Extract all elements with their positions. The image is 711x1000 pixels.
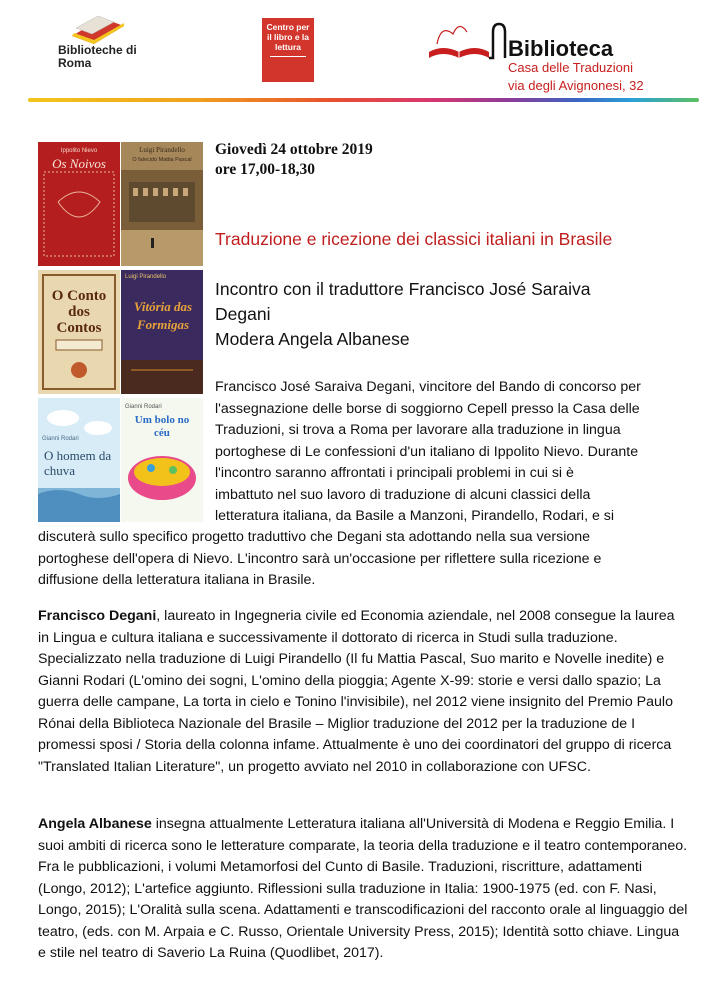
intro-line: diffusione della letteratura italiana in Brasile. [38,572,316,588]
intro-line: l'incontro saranno affrontati i principali problemi in cui si è [215,465,574,481]
book-title: Um bolo no céu [134,414,190,439]
book-author: Ippolito Nievo [60,148,98,154]
event-date: Giovedì 24 ottobre 2019 [215,141,373,158]
book-author: Gianni Rodari [125,404,162,410]
open-book-icon [423,14,513,74]
intro-paragraph-part-a [215,377,685,528]
book-cover-mattia-pascal [121,142,203,266]
degani-bio-paragraph [38,606,688,778]
logo-right-title: Biblioteca [508,36,614,61]
book-cover-conto-dos-contos [38,270,120,394]
book-cover-homem-da-chuva [38,398,120,522]
header-rainbow-divider [28,98,699,102]
book-cover-bolo-no-ceu [121,398,203,522]
intro-line: Traduzioni, si trova a Roma per lavorare alla traduzione in lingua [215,422,621,438]
event-datetime [215,140,373,180]
intro-line: discuterà sullo specifico progetto traduttivo che Degani sta adottando nella sua versione [38,529,591,545]
book-cover-vitoria-formigas [121,270,203,394]
book-title: O homem da chuva [44,448,112,478]
biblioteca-casa-traduzioni-logo [423,14,683,94]
book-title: O falecido Mattia Pascal [132,157,192,163]
degani-name: Francisco Degani [38,608,157,624]
book-title: Os Noivos [52,156,106,171]
intro-line: Francisco José Saraiva Degani, vincitore del Bando di concorso per [215,379,641,395]
centro-libro-logo [262,18,314,82]
albanese-name: Angela Albanese [38,816,152,832]
logo-right-subtitle: Casa delle Traduzioni [508,60,634,75]
book-author: Luigi Pirandello [125,274,167,280]
book-cover-os-noivos [38,142,120,266]
speaker-line-2: Degani [215,304,271,324]
logo-left-label: Biblioteche di Roma [58,43,137,70]
book-author: Gianni Rodari [42,436,79,442]
event-time: ore 17,00-18,30 [215,161,316,178]
intro-line: letteratura italiana, da Basile a Manzoni, Pirandello, Rodari, e si [215,508,615,524]
book-author: Luigi Pirandello [139,146,185,154]
intro-line: l'assegnazione delle borse di soggiorno Cepell presso la Casa delle [215,400,640,417]
intro-paragraph-part-b [38,527,688,592]
degani-bio-text: , laureato in Ingegneria civile ed Economia aziendale, nel 2008 consegue la laurea in Lingua e cultura italiana e successivamente il dottorato di ricerca in Studi sulla traduzione. Specializzato nella traduzione di Luigi Pirandello (Il fu Mattia Pascal, Suo marito e Novelle inedite) e Gianni Rodari (L'omino dei sogni, L'omino della pioggia; Agente X-99: storie e versi dallo spazio; La guerra delle campane, La torta in cielo e Tonino l'invisibile), nel 2012 viene insignito del Premio Paulo Rónai della Biblioteca Nazionale del Brasile – Miglior traduzione del 2012 per la traduzione de I promessi sposi / Storia della colonna infame. Attualmente è uno dei coordinatori del gruppo di ricerca "Translated Italian Literature", un progetto avviato nel 2010 in collaborazione con UFSC. [38,608,675,775]
event-title: Traduzione e ricezione dei classici italiani in Brasile [215,229,613,249]
book-title: Vitória das Formigas [133,299,193,332]
book-stack-icon [62,14,132,46]
intro-line: portoghese dell'opera di Nievo. L'incontro sarà un'occasione per riflettere sulla ricezione e [38,550,602,567]
biblioteche-di-roma-logo [58,14,148,74]
intro-line: portoghese di Le confessioni d'un italiano di Ippolito Nievo. Durante [215,443,639,460]
logo-center-divider [270,56,306,57]
book-title: O Conto dos Contos [51,288,107,336]
event-speaker-block [215,277,635,352]
moderator-line: Modera Angela Albanese [215,329,410,349]
intro-line: imbattuto nel suo lavoro di traduzione di alcuni classici della [215,486,591,503]
logo-right-address: via degli Avignonesi, 32 [508,78,644,93]
albanese-bio-text: insegna attualmente Letteratura italiana all'Università di Modena e Reggio Emilia. I suoi ambiti di ricerca sono le letterature comparate, la teoria della traduzione e il teatro contemporaneo. Fra le pubblicazioni, i volumi Metamorfosi del Cunto di Basile. Traduzioni, riscritture, adattamenti (Longo, 2012); L'artefice aggiunto. Riflessioni sulla traduzione in Italia: 1900-1975 (ed. con F. Nasi, Longo, 2015); L'Oralità sulla scena. Adattamenti e transcodificazioni del racconto orale al linguaggio del teatro, (eds. con M. Arpaia e C. Russo, Orientale University Press, 2015); Identità sotto chiave. Lingua e stile nel teatro di Saverio La Ruina (Quodlibet, 2017). [38,816,688,961]
speaker-line-1: Incontro con il traduttore Francisco José Saraiva [215,279,591,299]
logo-center-label: Centro per il libro e la lettura [266,22,310,52]
albanese-bio-paragraph [38,814,688,965]
